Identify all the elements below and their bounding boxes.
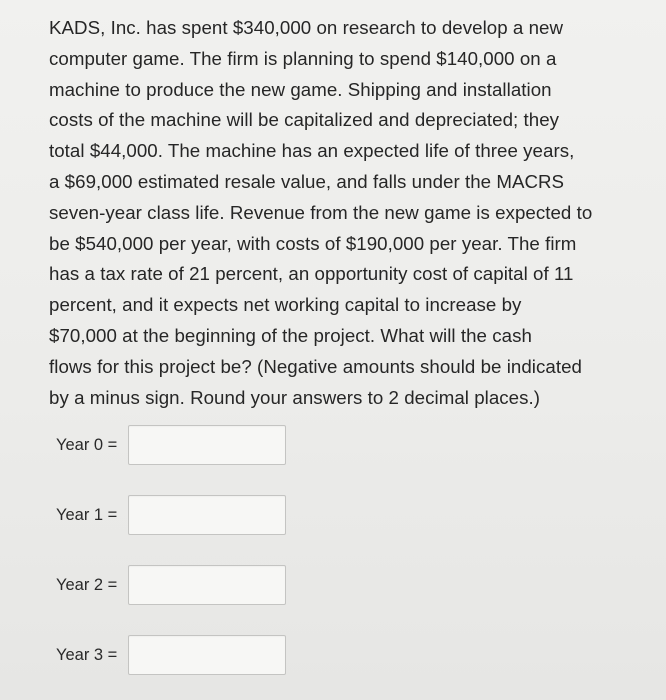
question-line: flows for this project be? (Negative amounts should be indicated [49,355,582,377]
year-1-label: Year 1 = [56,505,118,524]
answer-row-year-2 [56,563,286,607]
year-3-input[interactable] [128,635,286,675]
question-line: seven-year class life. Revenue from the new game is expected to [49,201,593,223]
question-text [49,13,615,413]
answer-row-year-3 [56,633,286,677]
question-line: has a tax rate of 21 percent, an opportunity cost of capital of 11 [49,263,574,285]
year-2-label: Year 2 = [56,575,118,594]
question-line: KADS, Inc. has spent $340,000 on research to develop a new [49,17,564,38]
question-line: total $44,000. The machine has an expected life of three years, [49,140,575,162]
question-line: machine to produce the new game. Shipping and installation [49,78,552,100]
answer-row-year-1 [56,493,286,537]
year-0-input[interactable] [128,425,286,465]
question-line: $70,000 at the beginning of the project. What will the cash [49,324,532,346]
year-2-input[interactable] [128,565,286,605]
question-line: costs of the machine will be capitalized and depreciated; they [49,109,560,131]
year-1-input[interactable] [128,495,286,535]
question-line: by a minus sign. Round your answers to 2 decimal places.) [49,386,541,408]
year-3-label: Year 3 = [56,645,118,664]
question-line: be $540,000 per year, with costs of $190,000 per year. The firm [49,232,577,254]
year-0-label: Year 0 = [56,435,118,454]
question-line: computer game. The firm is planning to spend $140,000 on a [49,47,557,69]
question-line: percent, and it expects net working capital to increase by [49,294,522,316]
answer-row-year-0 [56,423,286,467]
question-line: a $69,000 estimated resale value, and falls under the MACRS [49,170,565,192]
